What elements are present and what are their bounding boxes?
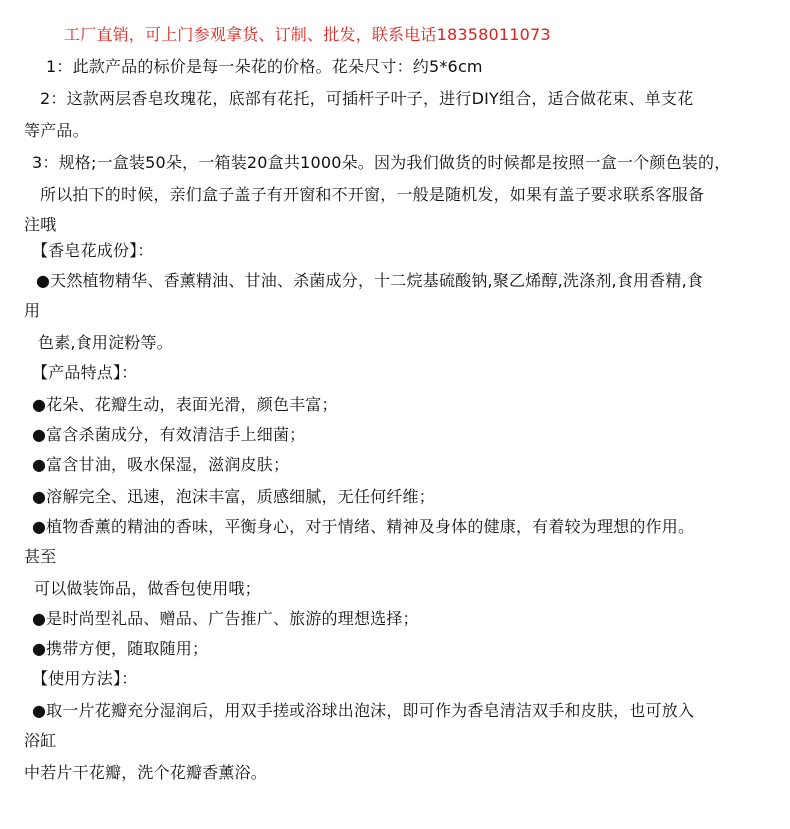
- info-line-3: 3：规格;一盒装50朵，一箱装20盒共1000朵。因为我们做货的时候都是按照一盒一个颜色装的，: [32, 153, 731, 172]
- feature-item: ●花朵、花瓣生动，表面光滑，颜色丰富；: [32, 395, 338, 414]
- feature-item: ●是时尚型礼品、赠品、广告推广、旅游的理想选择；: [32, 609, 419, 628]
- info-line-2: 2：这款两层香皂玫瑰花，底部有花托，可插杆子叶子，进行DIY组合，适合做花束、单支花: [40, 89, 694, 108]
- ingredients-line-1: ●天然植物精华、香薰精油、甘油、杀菌成分，十二烷基硫酸钠,聚乙烯醇,洗涤剂,食用香精,食: [36, 271, 704, 290]
- usage-line-1: ●取一片花瓣充分湿润后，用双手搓或浴球出泡沫，即可作为香皂清洁双手和皮肤，也可放入: [32, 701, 695, 720]
- contact-headline: 工厂直销，可上门参观拿货、订制、批发，联系电话18358011073: [64, 25, 551, 44]
- info-line-2-cont: 等产品。: [24, 121, 89, 140]
- info-line-1: 1：此款产品的标价是每一朵花的价格。花朵尺寸：约5*6cm: [46, 57, 483, 76]
- feature-item: ●溶解完全、迅速，泡沫丰富，质感细腻，无任何纤维；: [32, 487, 435, 506]
- usage-line-3: 中若片干花瓣，洗个花瓣香薰浴。: [24, 763, 268, 782]
- usage-line-2: 浴缸: [24, 731, 57, 750]
- feature-item: ●携带方便，随取随用；: [32, 639, 209, 658]
- feature-item-cont: 可以做装饰品，做香包使用哦；: [34, 579, 261, 598]
- feature-item: ●富含甘油，吸水保湿，滋润皮肤；: [32, 455, 290, 474]
- info-line-3-end: 注哦: [24, 215, 57, 234]
- feature-item-cont: 甚至: [24, 547, 57, 566]
- usage-heading: 【使用方法】：: [32, 669, 138, 688]
- ingredients-heading: 【香皂花成份】：: [32, 241, 154, 260]
- ingredients-line-2: 用: [24, 301, 41, 320]
- feature-item: ●植物香薰的精油的香味，平衡身心，对于情绪、精神及身体的健康，有着较为理想的作用。: [32, 517, 695, 536]
- ingredients-line-3: 色素,食用淀粉等。: [38, 333, 173, 352]
- feature-item: ●富含杀菌成分，有效清洁手上细菌；: [32, 425, 306, 444]
- features-heading: 【产品特点】：: [32, 363, 138, 382]
- info-line-3-cont: 所以拍下的时候，亲们盒子盖子有开窗和不开窗，一般是随机发，如果有盖子要求联系客服备: [40, 185, 705, 204]
